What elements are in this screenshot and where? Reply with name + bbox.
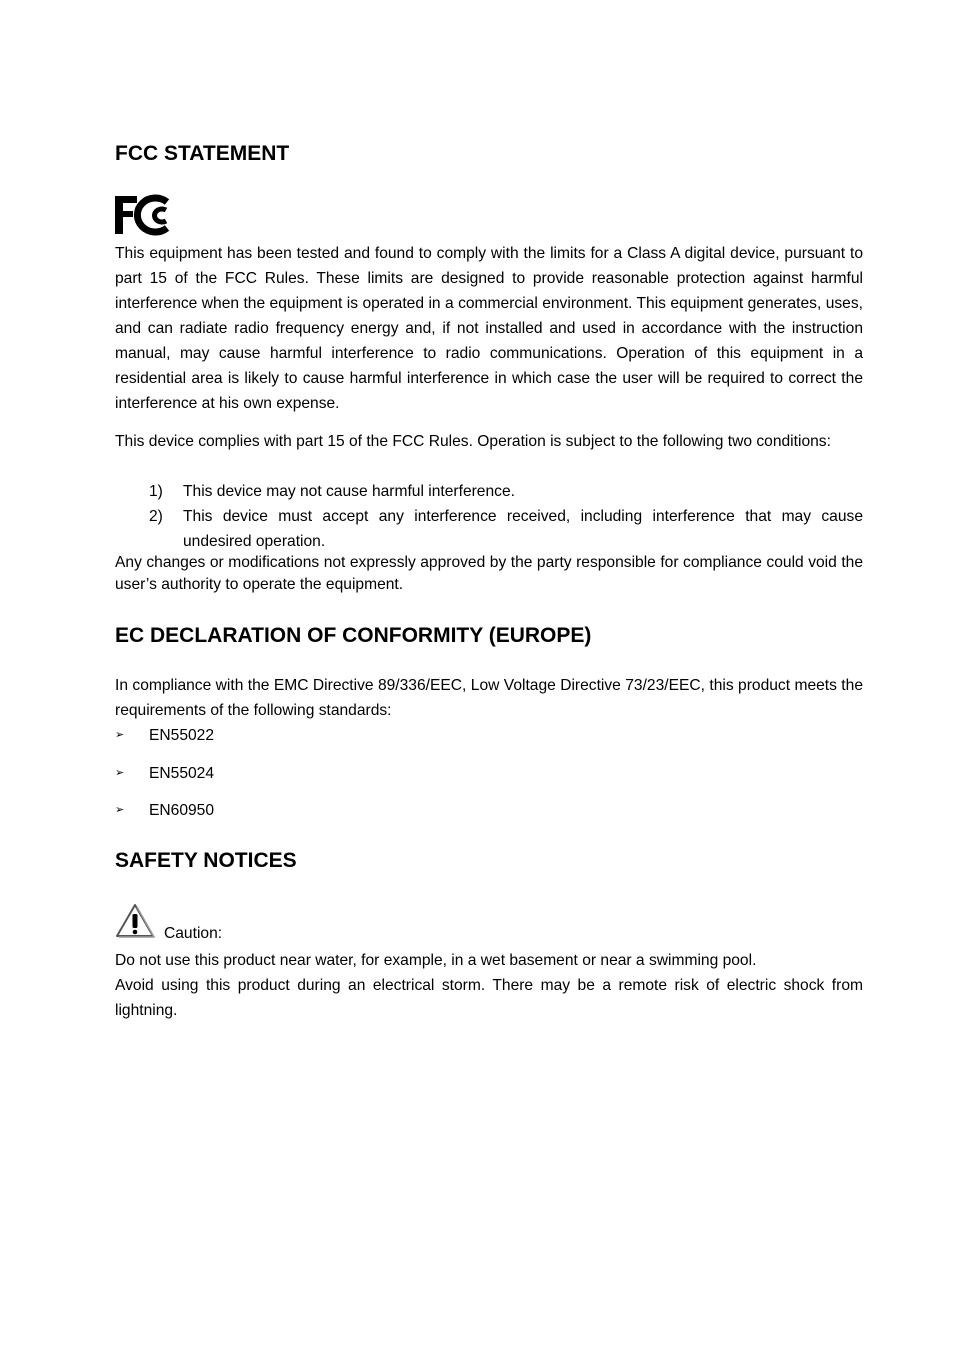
caution-warning-icon — [115, 903, 155, 939]
standard-label: EN55024 — [149, 765, 215, 782]
list-item — [115, 761, 863, 786]
arrow-bullet-icon: ➢ — [115, 729, 125, 741]
arrow-bullet-icon: ➢ — [115, 767, 125, 779]
standard-label: EN60950 — [149, 802, 215, 819]
standards-list — [115, 723, 863, 823]
list-item — [115, 723, 863, 748]
fcc-paragraph-3: Any changes or modifications not expressly approved by the party responsible for compliance could void the user’s authority to operate the equipment. — [115, 554, 863, 593]
list-item — [115, 798, 863, 823]
ec-paragraph: In compliance with the EMC Directive 89/336/EEC, Low Voltage Directive 73/23/EEC, this product meets the requirements of the following standards: — [115, 677, 863, 719]
safety-heading: SAFETY NOTICES — [115, 849, 297, 872]
fcc-conditions-list — [115, 479, 863, 554]
arrow-bullet-icon: ➢ — [115, 804, 125, 816]
ec-heading: EC DECLARATION OF CONFORMITY (EUROPE) — [115, 624, 592, 647]
caution-label: Caution: — [164, 925, 223, 942]
fcc-paragraph-2: This device complies with part 15 of the FCC Rules. Operation is subject to the following two conditions: — [115, 433, 831, 450]
list-item-text: This device may not cause harmful interference. — [183, 483, 515, 500]
standard-label: EN55022 — [149, 727, 215, 744]
list-item — [115, 479, 863, 504]
fcc-logo-icon — [115, 194, 173, 236]
safety-line-2: Avoid using this product during an electrical storm. There may be a remote risk of electric shock from lightning. — [115, 977, 863, 1019]
fcc-heading: FCC STATEMENT — [115, 142, 290, 165]
safety-line-1: Do not use this product near water, for example, in a wet basement or near a swimming pool. — [115, 952, 757, 969]
list-item-number: 2) — [149, 508, 163, 525]
list-item-number: 1) — [149, 483, 163, 500]
fcc-paragraph-1: This equipment has been tested and found to comply with the limits for a Class A digital device, pursuant to part 15 of the FCC Rules. These limits are designed to provide reasonable protection against harmful interference when the equipment is operated in a commercial environment. This equipment generates, uses, and can radiate radio frequency energy and, if not installed and used in accordance with the instruction manual, may cause harmful interference to radio communications. Operation of this equipment in a residential area is likely to cause harmful interference in which case the user will be required to correct the interference at his own expense. — [115, 245, 863, 412]
list-item-text: This device must accept any interference received, including interference that may cause undesired operation. — [183, 508, 863, 550]
list-item — [115, 504, 863, 554]
